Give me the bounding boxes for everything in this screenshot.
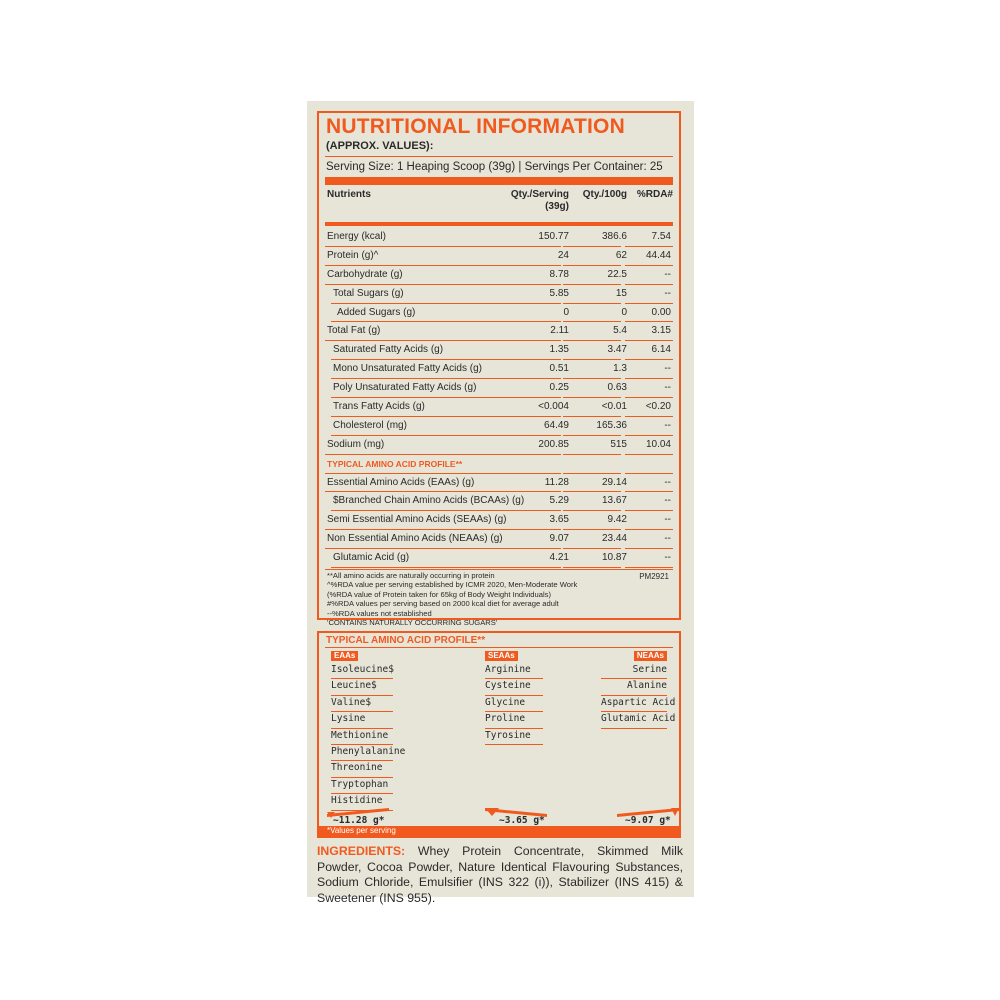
rda-value: -- [664, 533, 671, 545]
amino-acid-item: Lysine [331, 712, 393, 728]
header-qty-100g: Qty./100g [582, 189, 627, 200]
nutrition-subtitle: (APPROX. VALUES): [326, 140, 434, 152]
neaas-total: ~9.07 g* [625, 815, 671, 826]
values-per-serving-bar: *Values per serving [319, 826, 679, 836]
ingredients [317, 844, 683, 906]
qty-per-100g: 62 [615, 249, 627, 261]
qty-per-serving: 64.49 [543, 419, 569, 431]
rda-value: -- [664, 268, 671, 280]
amino-acid-item: Histidine [331, 794, 393, 810]
nutrient-name: Mono Unsaturated Fatty Acids (g) [333, 363, 482, 375]
nutrient-name: Essential Amino Acids (EAAs) (g) [327, 476, 475, 488]
qty-per-100g: 0.63 [607, 382, 627, 394]
neaas-tag: NEAAs [634, 651, 667, 661]
table-row [325, 379, 673, 398]
qty-per-serving: 0.25 [549, 382, 569, 394]
eaas-total: ~11.28 g* [333, 815, 385, 826]
rda-value: 3.15 [651, 325, 671, 337]
qty-per-100g: 9.42 [607, 514, 627, 526]
amino-acid-item: Valine$ [331, 696, 393, 712]
product-code: PM2921 [639, 572, 669, 581]
row-divider [625, 567, 673, 568]
table-header [325, 185, 673, 222]
nutrient-name: Protein (g)^ [327, 249, 379, 261]
table-row [325, 322, 673, 341]
amino-acid-item: Phenylalanine [331, 745, 393, 761]
qty-per-100g: 13.67 [601, 495, 627, 507]
qty-per-100g: <0.01 [601, 401, 627, 413]
nutrient-name: Saturated Fatty Acids (g) [333, 344, 444, 356]
nutrition-table-body [325, 228, 673, 568]
qty-per-serving: 9.07 [549, 533, 569, 545]
amino-acid-item: Serine [601, 663, 667, 679]
amino-acid-item: Leucine$ [331, 679, 393, 695]
nutrient-name: Glutamic Acid (g) [333, 552, 410, 564]
section-heading [325, 455, 673, 474]
footnote-line: --%RDA values not established [327, 608, 432, 618]
qty-per-100g: 29.14 [601, 476, 627, 488]
table-row [325, 228, 673, 247]
table-row [325, 285, 673, 304]
footnote-line: **All amino acids are naturally occurring in protein [327, 571, 495, 580]
amino-acid-item: Aspartic Acid [601, 696, 667, 712]
nutrient-name: Total Fat (g) [327, 325, 381, 337]
qty-per-serving: 150.77 [538, 231, 569, 242]
qty-per-100g: 10.87 [601, 552, 627, 564]
footnote-line: (%RDA value of Protein taken for 65kg of Body Weight Individuals) [327, 589, 551, 599]
header-bar-bottom [325, 222, 673, 226]
qty-per-serving: 0 [563, 306, 569, 318]
qty-per-serving: 200.85 [538, 438, 569, 450]
eaas-list [331, 663, 406, 811]
rda-value: 44.44 [645, 249, 671, 261]
neaas-list [601, 663, 676, 729]
table-row [325, 511, 673, 530]
nutrient-name: TYPICAL AMINO ACID PROFILE** [327, 458, 463, 469]
rda-value: -- [664, 419, 671, 431]
header-bar [325, 177, 673, 185]
rda-value: -- [664, 287, 671, 299]
qty-per-100g: 0 [621, 306, 627, 318]
table-row [325, 549, 673, 568]
row-divider [331, 567, 561, 568]
qty-per-serving: <0.004 [538, 401, 569, 413]
rda-value: -- [664, 363, 671, 375]
qty-per-100g: 22.5 [607, 268, 627, 280]
qty-per-serving: 11.28 [544, 476, 569, 488]
rda-value: -- [664, 382, 671, 394]
eaas-tag: EAAs [331, 651, 358, 661]
nutrient-name: Carbohydrate (g) [327, 268, 403, 280]
nutrient-name: Sodium (mg) [327, 438, 385, 450]
qty-per-100g: 5.4 [613, 325, 627, 337]
divider [325, 647, 673, 648]
divider [325, 569, 673, 570]
nutrient-name: Energy (kcal) [327, 231, 386, 242]
amino-acid-profile-box [317, 631, 681, 838]
qty-per-serving: 0.51 [549, 363, 569, 375]
table-row [325, 492, 673, 511]
footnote-line: ^%RDA value per serving established by ICMR 2020, Men-Moderate Work [327, 580, 578, 590]
rda-value: -- [664, 514, 671, 526]
amino-acid-item: Proline [485, 712, 543, 728]
amino-acid-item: Arginine [485, 663, 543, 679]
nutrient-name: Poly Unsaturated Fatty Acids (g) [333, 382, 477, 394]
rda-value: 0.00 [651, 306, 671, 318]
ingredients-text: Whey Protein Concentrate, Skimmed Milk Powder, Cocoa Powder, Nature Identical Flavouring Substances, Sodium Chloride, Emulsifier (INS 322 (i)), Stabilizer (INS 415) & Sweetener (INS 955). [317, 844, 683, 905]
table-row [325, 417, 673, 436]
qty-per-100g: 165.36 [596, 419, 627, 431]
nutrient-name: Non Essential Amino Acids (NEAAs) (g) [327, 533, 503, 545]
table-row [325, 304, 673, 323]
nutrient-name: Semi Essential Amino Acids (SEAAs) (g) [327, 514, 507, 526]
qty-per-100g: 386.6 [601, 231, 627, 242]
qty-per-serving: 5.29 [549, 495, 569, 507]
rda-value: <0.20 [645, 401, 671, 413]
ingredients-label: INGREDIENTS: [317, 844, 406, 858]
table-row [325, 341, 673, 360]
rda-value: -- [664, 495, 671, 507]
nutrition-title: NUTRITIONAL INFORMATION [326, 115, 625, 138]
rda-value: -- [664, 552, 671, 564]
qty-per-serving: 1.35 [549, 344, 569, 356]
footnote-line: 'CONTAINS NATURALLY OCCURRING SUGARS' [327, 618, 498, 628]
table-row [325, 474, 673, 493]
nutrient-name: Total Sugars (g) [333, 287, 404, 299]
amino-acid-item: Glycine [485, 696, 543, 712]
seaas-tag: SEAAs [485, 651, 518, 661]
table-row [325, 530, 673, 549]
rda-value: 10.04 [645, 438, 671, 450]
table-row [325, 266, 673, 285]
amino-acid-item: Threonine [331, 761, 393, 777]
nutrient-name: Cholesterol (mg) [333, 419, 407, 431]
table-row [325, 398, 673, 417]
rda-value: 7.54 [651, 231, 671, 242]
amino-acid-item: Isoleucine$ [331, 663, 393, 679]
amino-acid-item: Methionine [331, 729, 393, 745]
qty-per-100g: 515 [610, 438, 627, 450]
qty-per-100g: 23.44 [601, 533, 627, 545]
rda-value: 6.14 [651, 344, 671, 356]
qty-per-100g: 15 [615, 287, 627, 299]
amino-acid-item: Glutamic Acid [601, 712, 667, 728]
table-row [325, 436, 673, 455]
nutrient-name: $Branched Chain Amino Acids (BCAAs) (g) [333, 495, 525, 507]
qty-per-100g: 3.47 [607, 344, 627, 356]
serving-size: Serving Size: 1 Heaping Scoop (39g) | Servings Per Container: 25 [326, 161, 663, 173]
header-nutrients: Nutrients [327, 189, 371, 200]
amino-acid-item: Tryptophan [331, 778, 393, 794]
header-qty-serving: Qty./Serving (39g) [510, 189, 569, 212]
qty-per-100g: 1.3 [613, 363, 627, 375]
amino-acid-item: Cysteine [485, 679, 543, 695]
rda-value: -- [664, 476, 671, 488]
qty-per-serving: 8.78 [549, 268, 569, 280]
nutrition-facts-box [317, 111, 681, 628]
qty-per-serving: 4.21 [549, 552, 569, 564]
nutrient-name: Added Sugars (g) [337, 306, 416, 318]
seaas-list [485, 663, 543, 745]
footnotes [327, 571, 577, 627]
seaas-total: ~3.65 g* [499, 815, 545, 826]
nutrition-label [307, 101, 694, 905]
header-rda: %RDA# [636, 189, 673, 200]
row-divider [563, 567, 621, 568]
qty-per-serving: 5.85 [549, 287, 569, 299]
amino-acid-item: Alanine [601, 679, 667, 695]
amino-acid-item: Tyrosine [485, 729, 543, 745]
qty-per-serving: 24 [557, 249, 569, 261]
table-row [325, 247, 673, 266]
table-row [325, 360, 673, 379]
qty-per-serving: 3.65 [549, 514, 569, 526]
amino-title: TYPICAL AMINO ACID PROFILE** [326, 635, 486, 646]
qty-per-serving: 2.11 [550, 325, 569, 337]
divider [325, 156, 673, 157]
nutrient-name: Trans Fatty Acids (g) [333, 401, 425, 413]
footnote-line: #%RDA values per serving based on 2000 kcal diet for average adult [327, 599, 559, 609]
